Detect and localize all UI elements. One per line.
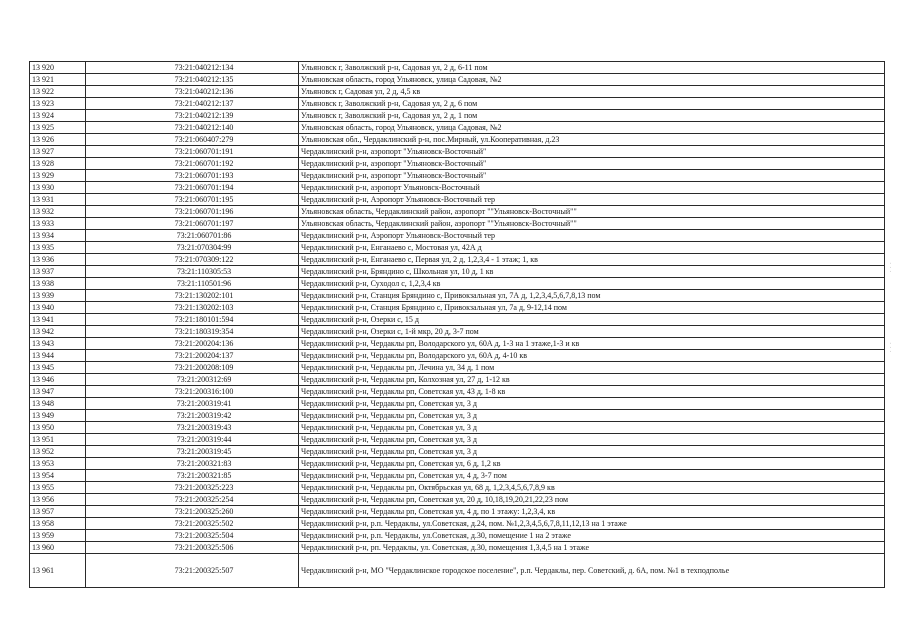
row-number-cell: 13 937 [30,266,86,278]
address-cell: Чердаклинский р-н, аэропорт "Ульяновск-Восточный" [299,158,885,170]
cadastral-number-cell: 73:21:200321:83 [86,458,299,470]
table-row [30,314,885,326]
address-cell: Ульяновская область, Чердаклинский район, аэропорт ""Ульяновск-Восточный"" [299,206,885,218]
table-row [30,62,885,74]
row-number-cell: 13 935 [30,242,86,254]
table-row [30,530,885,542]
row-number-cell: 13 958 [30,518,86,530]
table-row [30,110,885,122]
cadastral-number-cell: 73:21:070309:122 [86,254,299,266]
table-row [30,458,885,470]
address-cell: Чердаклинский р-н, Енганаево с, Первая ул, 2 д, 1,2,3,4 - 1 этаж; 1, кв [299,254,885,266]
table-row [30,74,885,86]
cadastral-number-cell: 73:21:110305:53 [86,266,299,278]
table-row [30,326,885,338]
address-cell: Ульяновск г, Заволжский р-н, Садовая ул, 2 д, 6-11 пом [299,62,885,74]
cadastral-number-cell: 73:21:200325:506 [86,542,299,554]
address-cell: Чердаклинский р-н, Чердаклы рп, Володарского ул, 60А д, 1-3 на 1 этаже,1-3 и кв [299,338,885,350]
cadastral-number-cell: 73:21:060701:192 [86,158,299,170]
table-row [30,290,885,302]
cadastral-number-cell: 73:21:060701:195 [86,194,299,206]
table-row [30,242,885,254]
table-row [30,86,885,98]
address-cell: Чердаклинский р-н, Енганаево с, Мостовая ул, 42А д [299,242,885,254]
address-cell: Чердаклинский р-н, Аэропорт Ульяновск-Восточный тер [299,194,885,206]
table-row [30,410,885,422]
table-row [30,170,885,182]
table-row [30,446,885,458]
cadastral-number-cell: 73:21:200204:136 [86,338,299,350]
address-cell: Чердаклинский р-н, Чердаклы рп, Октябрьская ул, 68 д, 1,2,3,4,5,6,7,8,9 кв [299,482,885,494]
row-number-cell: 13 953 [30,458,86,470]
address-cell: Ульяновская область, город Ульяновск, улица Садовая, №2 [299,122,885,134]
address-cell: Ульяновская область, Чердаклинский район, аэропорт ""Ульяновск-Восточный"" [299,218,885,230]
cadastral-number-cell: 73:21:110501:96 [86,278,299,290]
address-cell: Чердаклинский р-н, Суходол с, 1,2,3,4 кв [299,278,885,290]
address-cell: Чердаклинский р-н, Чердаклы рп, Советская ул, 3 д [299,410,885,422]
address-cell: Чердаклинский р-н, Чердаклы рп, Советская ул, 43 д, 1-8 кв [299,386,885,398]
cadastral-number-cell: 73:21:180101:594 [86,314,299,326]
table-body [30,62,885,588]
address-cell: Чердаклинский р-н, Чердаклы рп, Советская ул, 3 д [299,446,885,458]
row-number-cell: 13 931 [30,194,86,206]
table-row [30,182,885,194]
margin-handwritten-marks [886,262,896,382]
address-cell: Чердаклинский р-н, Бряндино с, Школьная ул, 10 д, 1 кв [299,266,885,278]
table-row [30,146,885,158]
address-cell: Чердаклинский р-н, Аэропорт Ульяновск-Восточный тер [299,230,885,242]
table-row [30,482,885,494]
table-row [30,266,885,278]
cadastral-number-cell: 73:21:200325:502 [86,518,299,530]
row-number-cell: 13 928 [30,158,86,170]
cadastral-number-cell: 73:21:200319:42 [86,410,299,422]
row-number-cell: 13 936 [30,254,86,266]
row-number-cell: 13 957 [30,506,86,518]
row-number-cell: 13 952 [30,446,86,458]
address-cell: Чердаклинский р-н, Чердаклы рп, Советская ул, 6 д, 1,2 кв [299,458,885,470]
cadastral-number-cell: 73:21:060701:194 [86,182,299,194]
row-number-cell: 13 940 [30,302,86,314]
table-row [30,470,885,482]
address-cell: Чердаклинский р-н, рп. Чердаклы, ул. Советская, д.30, помещения 1,3,4,5 на 1 этаже [299,542,885,554]
cadastral-number-cell: 73:21:200208:109 [86,362,299,374]
address-cell: Чердаклинский р-н, Чердаклы рп, Советская ул, 4 д, по 1 этажу: 1,2,3,4, кв [299,506,885,518]
table-row [30,494,885,506]
address-cell: Чердаклинский р-н, Чердаклы рп, Лечина ул, 34 д, 1 пом [299,362,885,374]
cadastral-number-cell: 73:21:130202:103 [86,302,299,314]
table-row [30,194,885,206]
address-cell: Чердаклинский р-н, Станция Бряндино с, Привокзальная ул, 7а д, 9-12,14 пом [299,302,885,314]
table-row [30,218,885,230]
table-row [30,386,885,398]
address-cell: Ульяновская область, город Ульяновск, улица Садовая, №2 [299,74,885,86]
address-cell: Чердаклинский р-н, Чердаклы рп, Колхозная ул, 27 д, 1-12 кв [299,374,885,386]
cadastral-number-cell: 73:21:040212:139 [86,110,299,122]
address-cell: Чердаклинский р-н, Станция Бряндино с, Привокзальная ул, 7А д, 1,2,3,4,5,6,7,8,13 пом [299,290,885,302]
address-cell: Чердаклинский р-н, аэропорт "Ульяновск-Восточный" [299,146,885,158]
address-cell: Чердаклинский р-н, р.п. Чердаклы, ул.Советская, д.24, пом. №1,2,3,4,5,6,7,8,11,12,13 на 1 этаже [299,518,885,530]
row-number-cell: 13 949 [30,410,86,422]
row-number-cell: 13 946 [30,374,86,386]
row-number-cell: 13 939 [30,290,86,302]
cadastral-number-cell: 73:21:060701:193 [86,170,299,182]
table-row [30,398,885,410]
cadastral-number-cell: 73:21:060701:197 [86,218,299,230]
address-cell: Чердаклинский р-н, Чердаклы рп, Советская ул, 20 д, 10,18,19,20,21,22,23 пом [299,494,885,506]
address-cell: Чердаклинский р-н, Чердаклы рп, Володарского ул, 60А д, 4-10 кв [299,350,885,362]
cadastral-number-cell: 73:21:060701:86 [86,230,299,242]
table-row [30,554,885,588]
row-number-cell: 13 954 [30,470,86,482]
row-number-cell: 13 951 [30,434,86,446]
cadastral-number-cell: 73:21:200321:85 [86,470,299,482]
table-row [30,254,885,266]
cadastral-number-cell: 73:21:200325:260 [86,506,299,518]
table-row [30,506,885,518]
address-cell: Чердаклинский р-н, Чердаклы рп, Советская ул, 4 д, 3-7 пом [299,470,885,482]
address-cell: Чердаклинский р-н, Чердаклы рп, Советская ул, 3 д [299,434,885,446]
cadastral-number-cell: 73:21:200319:41 [86,398,299,410]
row-number-cell: 13 942 [30,326,86,338]
table-row [30,374,885,386]
table-row [30,362,885,374]
row-number-cell: 13 948 [30,398,86,410]
address-cell: Ульяновск г, Заволжский р-н, Садовая ул, 2 д, 1 пом [299,110,885,122]
table-row [30,422,885,434]
row-number-cell: 13 955 [30,482,86,494]
cadastral-number-cell: 73:21:200325:223 [86,482,299,494]
cadastral-number-cell: 73:21:200319:45 [86,446,299,458]
row-number-cell: 13 923 [30,98,86,110]
cadastral-number-cell: 73:21:200325:504 [86,530,299,542]
cadastral-number-cell: 73:21:040212:140 [86,122,299,134]
row-number-cell: 13 956 [30,494,86,506]
row-number-cell: 13 934 [30,230,86,242]
cadastral-number-cell: 73:21:200325:507 [86,554,299,588]
row-number-cell: 13 961 [30,554,86,588]
cadastral-number-cell: 73:21:200325:254 [86,494,299,506]
cadastral-number-cell: 73:21:200319:44 [86,434,299,446]
table-row [30,206,885,218]
table-row [30,434,885,446]
row-number-cell: 13 926 [30,134,86,146]
cadastral-number-cell: 73:21:180319:354 [86,326,299,338]
row-number-cell: 13 922 [30,86,86,98]
row-number-cell: 13 927 [30,146,86,158]
address-cell: Чердаклинский р-н, аэропорт "Ульяновск-Восточный" [299,170,885,182]
row-number-cell: 13 932 [30,206,86,218]
table-row [30,98,885,110]
row-number-cell: 13 959 [30,530,86,542]
row-number-cell: 13 938 [30,278,86,290]
cadastral-number-cell: 73:21:040212:135 [86,74,299,86]
row-number-cell: 13 960 [30,542,86,554]
row-number-cell: 13 943 [30,338,86,350]
table-row [30,338,885,350]
table-row [30,542,885,554]
row-number-cell: 13 920 [30,62,86,74]
cadastral-number-cell: 73:21:040212:137 [86,98,299,110]
cadastral-number-cell: 73:21:200204:137 [86,350,299,362]
table-row [30,158,885,170]
row-number-cell: 13 929 [30,170,86,182]
property-register-table [29,61,884,588]
table-row [30,518,885,530]
address-cell: Ульяновская обл., Чердаклинский р-н, пос.Мирный, ул.Кооперативная, д.23 [299,134,885,146]
cadastral-number-cell: 73:21:060701:196 [86,206,299,218]
cadastral-number-cell: 73:21:040212:136 [86,86,299,98]
row-number-cell: 13 924 [30,110,86,122]
address-cell: Чердаклинский р-н, Чердаклы рп, Советская ул, 3 д [299,398,885,410]
address-cell: Ульяновск г, Заволжский р-н, Садовая ул, 2 д, 6 пом [299,98,885,110]
address-cell: Чердаклинский р-н, МО "Чердаклинское городское поселение", р.п. Чердаклы, пер. Советский, д. 6А, пом. №1 в техподполье [299,554,885,588]
cadastral-number-cell: 73:21:060407:279 [86,134,299,146]
cadastral-number-cell: 73:21:130202:101 [86,290,299,302]
table-row [30,230,885,242]
data-table [29,61,885,588]
cadastral-number-cell: 73:21:060701:191 [86,146,299,158]
row-number-cell: 13 930 [30,182,86,194]
cadastral-number-cell: 73:21:040212:134 [86,62,299,74]
address-cell: Ульяновск г, Садовая ул, 2 д, 4,5 кв [299,86,885,98]
cadastral-number-cell: 73:21:200316:100 [86,386,299,398]
address-cell: Чердаклинский р-н, Озерки с, 15 д [299,314,885,326]
margin-mark-decoration: · · · [886,262,894,273]
row-number-cell: 13 941 [30,314,86,326]
row-number-cell: 13 921 [30,74,86,86]
cadastral-number-cell: 73:21:070304:99 [86,242,299,254]
address-cell: Чердаклинский р-н, Озерки с, 1-й мкр, 20 д, 3-7 пом [299,326,885,338]
table-row [30,278,885,290]
table-row [30,302,885,314]
row-number-cell: 13 925 [30,122,86,134]
address-cell: Чердаклинский р-н, аэропорт Ульяновск-Восточный [299,182,885,194]
row-number-cell: 13 945 [30,362,86,374]
cadastral-number-cell: 73:21:200312:69 [86,374,299,386]
margin-mark-decoration: · · · [886,342,894,353]
table-row [30,134,885,146]
cadastral-number-cell: 73:21:200319:43 [86,422,299,434]
row-number-cell: 13 933 [30,218,86,230]
row-number-cell: 13 947 [30,386,86,398]
row-number-cell: 13 950 [30,422,86,434]
table-row [30,350,885,362]
row-number-cell: 13 944 [30,350,86,362]
address-cell: Чердаклинский р-н, Чердаклы рп, Советская ул, 3 д [299,422,885,434]
address-cell: Чердаклинский р-н, р.п. Чердаклы, ул.Советская, д.30, помещение 1 на 2 этаже [299,530,885,542]
table-row [30,122,885,134]
